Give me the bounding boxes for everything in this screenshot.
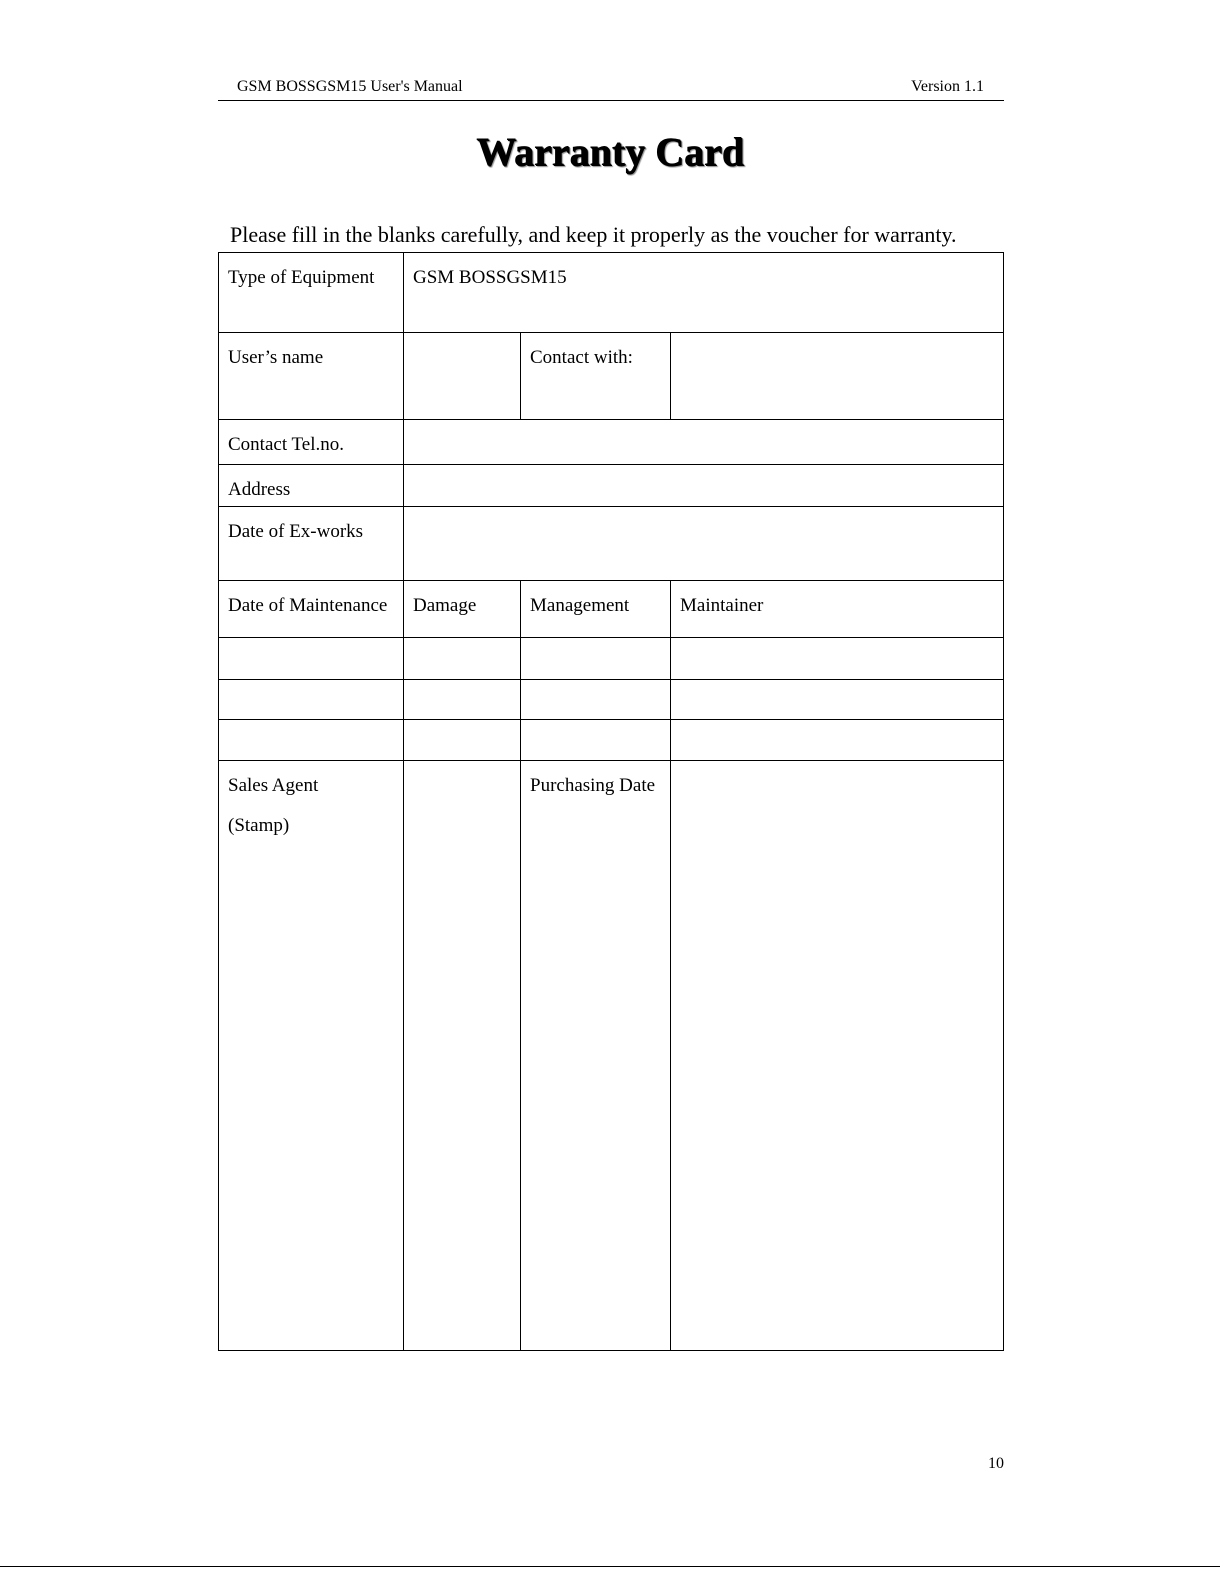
page-bottom-edge — [0, 1566, 1220, 1567]
address-label: Address — [219, 465, 404, 507]
maintenance-date-cell[interactable] — [219, 720, 404, 761]
header-manual-title: GSM BOSSGSM15 User's Manual — [237, 78, 463, 95]
maintenance-date-cell[interactable] — [219, 638, 404, 680]
maintenance-row — [219, 720, 1004, 761]
users-name-field[interactable] — [404, 333, 521, 420]
type-of-equipment-value[interactable]: GSM BOSSGSM15 — [404, 253, 1004, 333]
header-version: Version 1.1 — [911, 78, 984, 95]
management-cell[interactable] — [521, 680, 671, 720]
page-title: Warranty Card — [476, 129, 744, 174]
stamp-label: (Stamp) — [228, 815, 290, 836]
maintainer-cell[interactable] — [671, 680, 1004, 720]
maintenance-row — [219, 680, 1004, 720]
contact-tel-row — [219, 420, 1004, 465]
sales-agent-row — [219, 761, 1004, 1351]
maintainer-cell[interactable] — [671, 720, 1004, 761]
contact-tel-field[interactable] — [404, 420, 1004, 465]
maintainer-cell[interactable] — [671, 638, 1004, 680]
type-of-equipment-label: Type of Equipment — [219, 253, 404, 333]
intro-instruction: Please fill in the blanks carefully, and keep it properly as the voucher for warranty. — [230, 222, 957, 247]
contact-tel-label: Contact Tel.no. — [219, 420, 404, 465]
contact-with-label: Contact with: — [521, 333, 671, 420]
page-number: 10 — [988, 1455, 1004, 1472]
damage-cell[interactable] — [404, 720, 521, 761]
purchasing-date-label: Purchasing Date — [521, 761, 671, 1351]
management-header: Management — [521, 581, 671, 638]
management-cell[interactable] — [521, 638, 671, 680]
date-of-maintenance-header: Date of Maintenance — [219, 581, 404, 638]
equipment-row — [219, 253, 1004, 333]
ex-works-row — [219, 507, 1004, 581]
damage-header: Damage — [404, 581, 521, 638]
sales-agent-label-cell — [219, 761, 404, 1351]
address-row — [219, 465, 1004, 507]
sales-agent-label: Sales Agent — [228, 775, 319, 796]
users-name-label: User’s name — [219, 333, 404, 420]
purchasing-date-field[interactable] — [671, 761, 1004, 1351]
warranty-card-table — [218, 252, 1004, 1351]
maintenance-header-row — [219, 581, 1004, 638]
contact-with-field[interactable] — [671, 333, 1004, 420]
date-of-ex-works-field[interactable] — [404, 507, 1004, 581]
maintenance-date-cell[interactable] — [219, 680, 404, 720]
maintenance-row — [219, 638, 1004, 680]
maintainer-header: Maintainer — [671, 581, 1004, 638]
damage-cell[interactable] — [404, 638, 521, 680]
sales-agent-stamp-field[interactable] — [404, 761, 521, 1351]
management-cell[interactable] — [521, 720, 671, 761]
date-of-ex-works-label: Date of Ex-works — [219, 507, 404, 581]
user-row — [219, 333, 1004, 420]
damage-cell[interactable] — [404, 680, 521, 720]
address-field[interactable] — [404, 465, 1004, 507]
header-divider — [218, 100, 1004, 101]
